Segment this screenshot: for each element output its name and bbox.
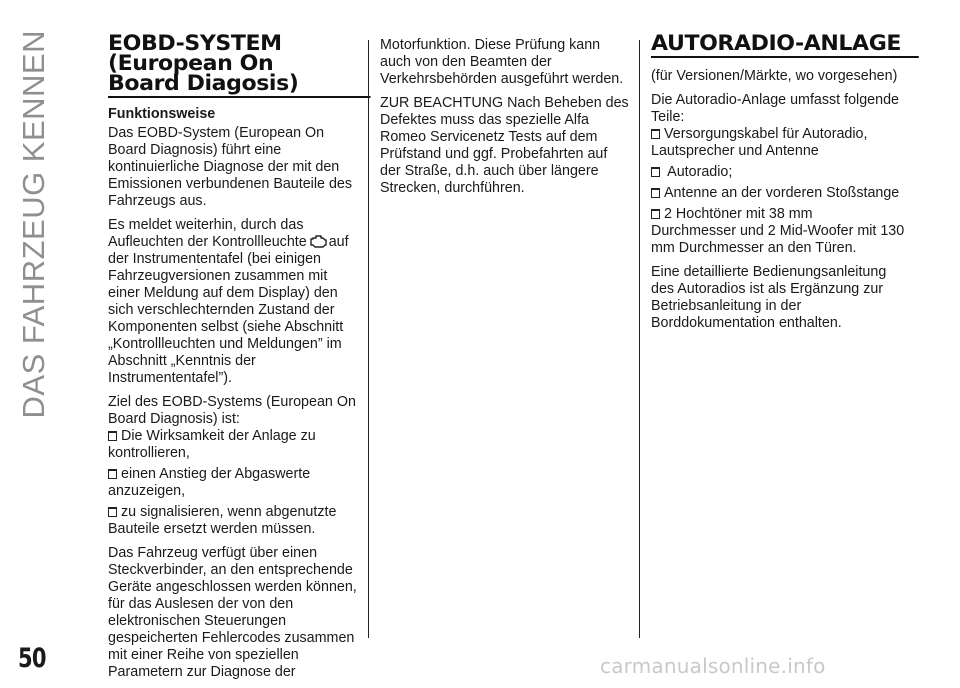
list-item	[651, 185, 906, 202]
eobd-para-goal: Ziel des EOBD-Systems (European On Board Diagnosis) ist:	[108, 394, 356, 427]
autoradio-para-manual: Eine detaillierte Bedienungsanleitung des Autoradios ist als Ergänzung zur Betriebsanleitung in der Borddokumentation enthalten.	[651, 264, 887, 331]
list-item	[108, 504, 358, 538]
list-item-text: einen Anstieg der Abgaswerte	[121, 466, 311, 482]
bullet-marker	[651, 129, 660, 139]
bullet-marker	[108, 431, 117, 441]
eobd-heading	[108, 33, 371, 98]
eobd-para-warning-light	[108, 217, 358, 387]
autoradio-heading: AUTORADIO-ANLAGE	[651, 33, 919, 58]
column-divider	[368, 40, 369, 638]
bullet-marker	[108, 507, 117, 517]
column-autoradio	[651, 33, 906, 339]
list-item-text: Versorgungskabel für Autoradio,	[664, 126, 868, 142]
list-item-text: Lautsprecher und Antenne	[651, 143, 819, 159]
eobd-heading-line: EOBD-SYSTEM	[108, 31, 282, 55]
list-item-text: Bauteile ersetzt werden müssen.	[108, 521, 316, 537]
eobd-subheading: Funktionsweise	[108, 106, 216, 122]
eobd-para-warning-before: Es meldet weiterhin, durch das Aufleuchten der Kontrollleuchte	[108, 217, 307, 250]
eobd-para-engine-check: Motorfunktion. Diese Prüfung kann auch von den Beamten der Verkehrsbehörden ausgeführt werden.	[380, 37, 624, 87]
list-item-text: Durchmesser und 2 Mid-Woofer mit 130 mm Durchmesser an den Türen.	[651, 223, 905, 256]
list-item-text: kontrollieren,	[108, 445, 190, 461]
column-eobd	[108, 33, 358, 688]
chapter-side-label: DAS FAHRZEUG KENNEN	[16, 30, 51, 419]
column-eobd-continued	[380, 37, 630, 204]
list-item-text: 2 Hochtöner mit 38 mm	[664, 206, 813, 222]
eobd-heading-line: (European On	[108, 51, 274, 75]
bullet-marker	[651, 167, 660, 177]
eobd-heading-line: Board Diagosis)	[108, 71, 299, 95]
list-item	[651, 164, 906, 181]
list-item-text: zu signalisieren, wenn abgenutzte	[121, 504, 337, 520]
list-item	[651, 126, 906, 160]
list-item-text: Antenne an der vorderen Stoßstange	[664, 185, 900, 201]
list-item	[108, 428, 358, 462]
bullet-marker	[108, 469, 117, 479]
column-divider	[639, 40, 640, 638]
list-item-text: anzuzeigen,	[108, 483, 186, 499]
engine-warning-icon	[309, 235, 327, 248]
page-number: 50	[18, 643, 46, 674]
autoradio-para-versions: (für Versionen/Märkte, wo vorgesehen)	[651, 68, 898, 84]
eobd-para-note: ZUR BEACHTUNG Nach Beheben des Defektes muss das spezielle Alfa Romeo Servicenetz Tests auf dem Prüfstand und ggf. Probefahrten auf der Straße, d.h. auch über längere Strecken, durchführen.	[380, 95, 629, 196]
list-item-text: Autoradio;	[664, 164, 733, 180]
list-item	[651, 206, 906, 257]
eobd-para-connector: Das Fahrzeug verfügt über einen Steckverbinder, an den entsprechende Geräte angeschlossen werden können, für das Auslesen der von den elektronischen Steuerungen gespeicherten Fehlercodes zusammen mit einer Reihe von speziellen Parametern zur Diagnose der	[108, 545, 357, 680]
bullet-marker	[651, 188, 660, 198]
bullet-marker	[651, 209, 660, 219]
eobd-para-intro: Das EOBD-System (European On Board Diagnosis) führt eine kontinuierliche Diagnose der mit den Emissionen verbundenen Bauteile des Fahrzeugs aus.	[108, 125, 353, 209]
list-item	[108, 466, 358, 500]
list-item-text: Die Wirksamkeit der Anlage zu	[121, 428, 316, 444]
eobd-para-warning-after: auf der Instrumententafel (bei einigen Fahrzeugversionen zusammen mit einer Meldung auf dem Display) den sich verschlechternden Zustand der Komponenten selbst (siehe Abschnitt „Kontrollleuchten und Meldungen” im Abschnitt „Kenntnis der Instrumententafel”).	[108, 234, 349, 386]
watermark: carmanualsonline.info	[600, 654, 826, 678]
autoradio-para-parts: Die Autoradio-Anlage umfasst folgende Teile:	[651, 92, 899, 125]
